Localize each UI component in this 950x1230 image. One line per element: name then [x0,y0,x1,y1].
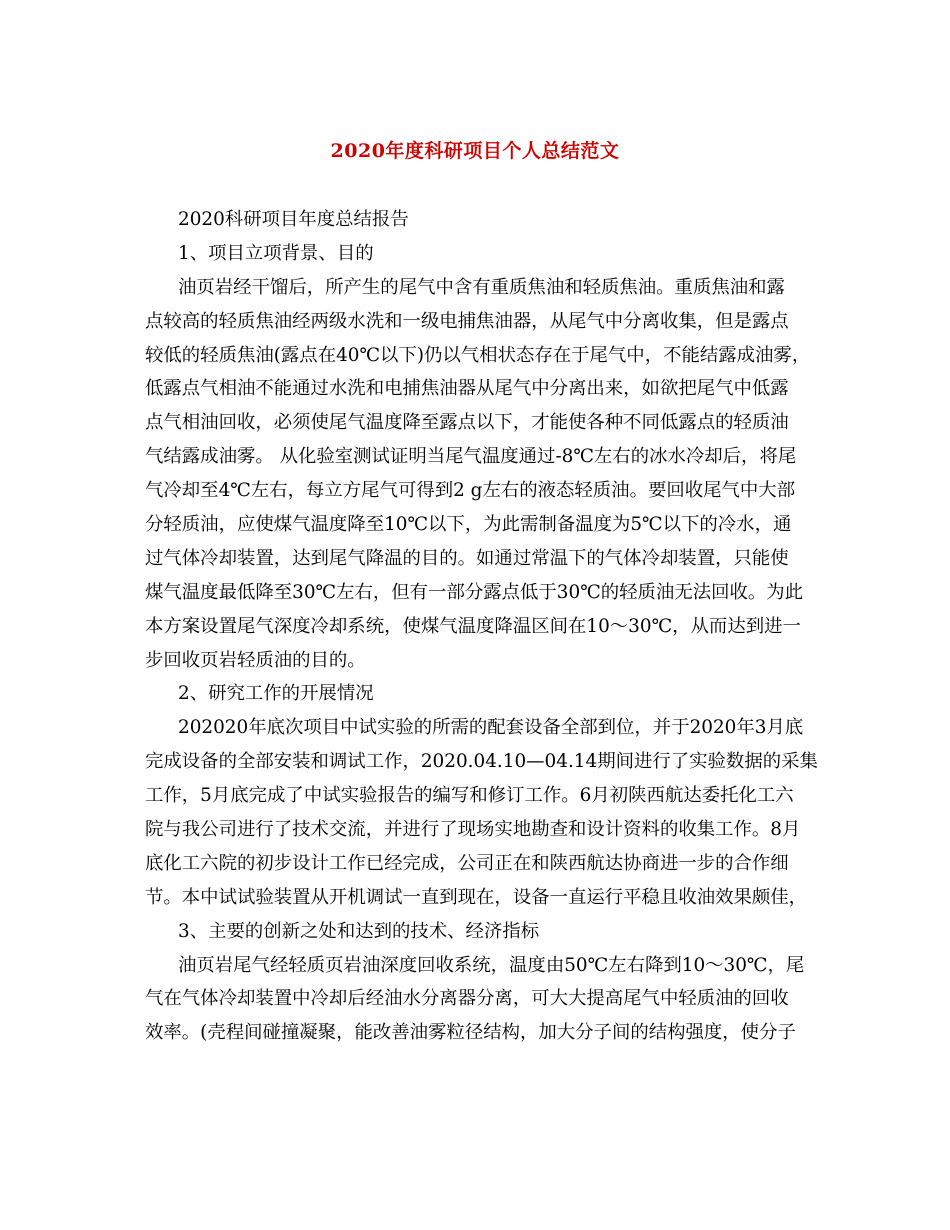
paragraph-first-line: 3、主要的创新之处和达到的技术、经济指标 [178,920,540,942]
paragraph-line: 点气相油回收，必须使尾气温度降至露点以下，才能使各种不同低露点的轻质油 [145,412,789,434]
paragraph-first-line: 油页岩经干馏后，所产生的尾气中含有重质焦油和轻质焦油。重质焦油和露 [178,276,785,298]
paragraph-line: 低露点气相油不能通过水洗和电捕焦油器从尾气中分离出来，如欲把尾气中低露 [145,378,789,400]
paragraph-line: 较低的轻质焦油(露点在40℃以下)仍以气相状态存在于尾气中，不能结露成油雾， [145,344,811,366]
paragraph-line: 院与我公司进行了技术交流，并进行了现场实地勘查和设计资料的收集工作。8月 [145,819,801,841]
paragraph-line: 工作，5月底完成了中试实验报告的编写和修订工作。6月初陕西航达委托化工六 [145,785,794,807]
paragraph-line: 分轻质油，应使煤气温度降至10℃以下，为此需制备温度为5℃以下的冷水，通 [145,514,792,536]
paragraph-line: 完成设备的全部安装和调试工作，2020.04.10—04.14期间进行了实验数据的采集 [145,751,818,773]
document-title: 2020年度科研项目个人总结范文 [330,140,620,162]
paragraph-line: 步回收页岩轻质油的目的。 [145,649,366,671]
paragraph-first-line: 油页岩尾气经轻质页岩油深度回收系统，温度由50℃左右降到10～30℃，尾 [178,954,805,976]
paragraph-line: 本方案设置尾气深度冷却系统，使煤气温度降温区间在10～30℃，从而达到进一 [145,615,801,637]
paragraph-first-line: 2、研究工作的开展情况 [178,683,374,705]
paragraph-first-line: 1、项目立项背景、目的 [178,242,374,264]
paragraph-line: 效率。(壳程间碰撞凝聚，能改善油雾粒径结构，加大分子间的结构强度，使分子 [145,1022,796,1044]
paragraph-first-line: 202020年底次项目中试实验的所需的配套设备全部到位，并于2020年3月底 [178,717,804,739]
paragraph-line: 节。本中试试验装置从开机调试一直到现在，设备一直运行平稳且收油效果颇佳， [145,886,808,908]
paragraph-line: 气在气体冷却装置中冷却后经油水分离器分离，可大大提高尾气中轻质油的回收 [145,988,789,1010]
paragraph-line: 气结露成油雾。 从化验室测试证明当尾气温度通过-8℃左右的冰水冷却后，将尾 [145,446,797,468]
document-body [145,203,818,1050]
paragraph-line: 底化工六院的初步设计工作已经完成，公司正在和陕西航达协商进一步的合作细 [145,852,789,874]
paragraph-line: 点较高的轻质焦油经两级水洗和一级电捕焦油器，从尾气中分离收集，但是露点 [145,310,789,332]
paragraph-line: 过气体冷却装置，达到尾气降温的目的。如通过常温下的气体冷却装置，只能使 [145,547,789,569]
paragraph-first-line: 2020科研项目年度总结报告 [178,209,409,230]
paragraph-line: 气冷却至4℃左右，每立方尾气可得到2 g左右的液态轻质油。要回收尾气中大部 [145,480,796,502]
paragraph-line: 煤气温度最低降至30℃左右，但有一部分露点低于30℃的轻质油无法回收。为此 [145,581,804,603]
